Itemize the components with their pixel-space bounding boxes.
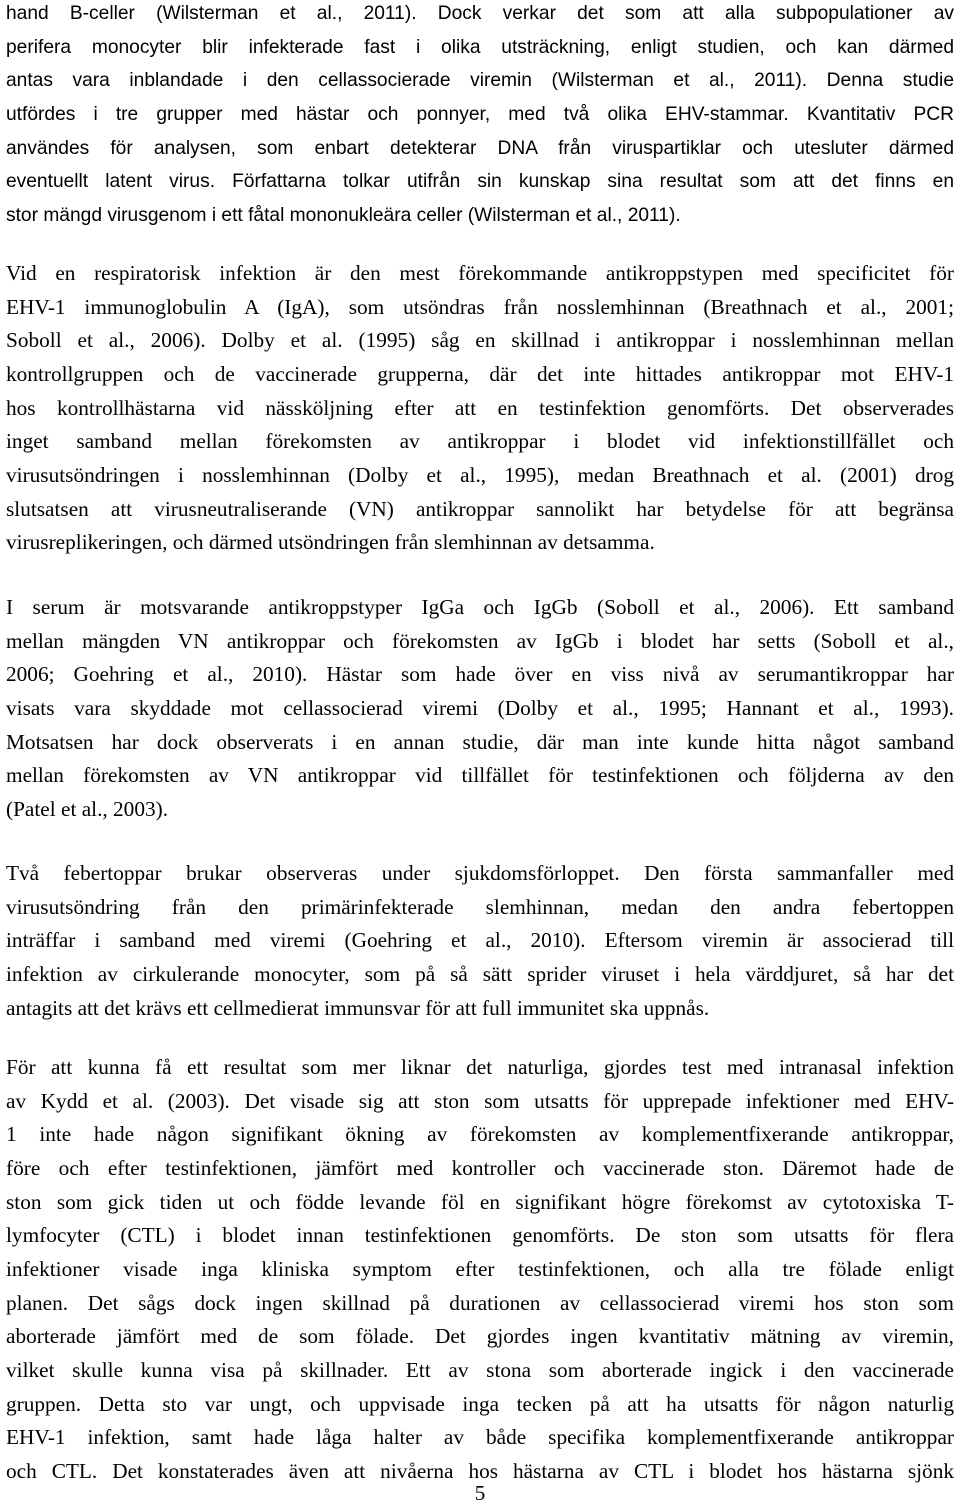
text-line: mellan förekomsten av VN antikroppar vid tillfället för testinfektionen och följderna av den: [6, 763, 954, 788]
page-number: 5: [474, 1481, 486, 1505]
text-line: kontrollgruppen och de vaccinerade grupperna, där det inte hittades antikroppar mot EHV-1: [6, 361, 954, 386]
text-line: av Kydd et al. (2003). Det visade sig att ston som utsatts för upprepade infektioner med EHV-: [6, 1088, 954, 1113]
text-line: vilket skulle kunna visa på skillnader. Ett av stona som aborterade ingick i den vaccinerade: [6, 1357, 954, 1382]
text-line: före och efter testinfektionen, jämfört med kontroller och vaccinerade ston. Däremot hade de: [6, 1155, 954, 1180]
text-line: inträffar i samband med viremi (Goehring et al., 2010). Eftersom viremin är associerad till: [6, 928, 954, 953]
text-line: aborterade jämfört med de som fölade. Det gjordes ingen kvantitativ mätning av viremin,: [6, 1324, 954, 1349]
text-line: planen. Det sågs dock ingen skillnad på durationen av cellassocierad viremi hos ston som: [6, 1290, 954, 1315]
text-line: visats vara skyddade mot cellassocierad viremi (Dolby et al., 1995; Hannant et al., 1993).: [6, 695, 954, 720]
text-line: och CTL. Det konstaterades även att nivåerna hos hästarna av CTL i blodet hos hästarna sjönk: [6, 1458, 954, 1483]
text-line: antas vara inblandade i den cellassocierade viremin (Wilsterman et al., 2011). Denna studie: [6, 70, 954, 92]
text-line: mellan mängden VN antikroppar och förekomsten av IgGb i blodet har setts (Soboll et al.,: [6, 628, 954, 653]
text-line: hos kontrollhästarna vid nässköljning efter att en testinfektion genomförts. Det observerades: [6, 395, 954, 420]
text-line: För att kunna få ett resultat som mer liknar det naturliga, gjordes test med intranasal infektion: [6, 1055, 954, 1079]
text-line: 1 inte hade någon signifikant ökning av förekomsten av komplementfixerande antikroppar,: [6, 1122, 954, 1147]
text-line: inget samband mellan förekomsten av antikroppar i blodet vid infektionstillfället och: [6, 429, 954, 454]
text-line: antagits att det krävs ett cellmedierat immunsvar för att full immunitet ska uppnås.: [6, 995, 710, 1020]
text-line: hand B-celler (Wilsterman et al., 2011). Dock verkar det som att alla subpopulationer av: [6, 3, 954, 24]
text-line: Motsatsen har dock observerats i en annan studie, där man inte kunde hitta något samband: [6, 729, 954, 754]
text-line: stor mängd virusgenom i ett fåtal mononukleära celler (Wilsterman et al., 2011).: [6, 204, 681, 226]
text-line: gruppen. Detta sto var ungt, och uppvisade inga tecken på att ha utsatts för någon naturlig: [6, 1391, 954, 1416]
text-line: virusreplikeringen, och därmed utsöndringen från slemhinnan av detsamma.: [6, 530, 655, 555]
text-line: perifera monocyter blir infekterade fast i olika utsträckning, enligt studien, och kan därmed: [6, 36, 954, 58]
text-line: virusutsöndringen i nosslemhinnan (Dolby et al., 1995), medan Breathnach et al. (2001) drog: [6, 462, 954, 487]
text-line: Två febertoppar brukar observeras under sjukdomsförloppet. Den första sammanfaller med: [6, 861, 954, 885]
text-line: Soboll et al., 2006). Dolby et al. (1995) såg en skillnad i antikroppar i nosslemhinnan mellan: [6, 328, 954, 353]
text-line: (Patel et al., 2003).: [6, 796, 169, 821]
text-line: lymfocyter (CTL) i blodet innan testinfektionen genomförts. De ston som utsatts för flera: [6, 1223, 954, 1248]
text-line: Vid en respiratorisk infektion är den mest förekommande antikroppstypen med specificitet för: [6, 261, 954, 285]
text-line: infektion av cirkulerande monocyter, som på så sätt sprider viruset i hela värddjuret, så har det: [6, 961, 954, 986]
text-line: slutsatsen att virusneutraliserande (VN) antikroppar sannolikt har betydelse för att begränsa: [6, 496, 954, 521]
text-line: eventuellt latent virus. Författarna tolkar utifrån sin kunskap sina resultat som att det finns en: [6, 171, 954, 193]
text-line: virusutsöndring från den primärinfekterade slemhinnan, medan den andra febertoppen: [6, 894, 954, 919]
text-line: EHV-1 infektion, samt hade låga halter av både specifika komplementfixerande antikroppar: [6, 1425, 954, 1450]
text-line: användes för analysen, som enbart detekterar DNA från viruspartiklar och utesluter därmed: [6, 137, 954, 159]
text-line: ston som gick tiden ut och födde levande föl en signifikant högre förekomst av cytotoxiska T-: [6, 1189, 954, 1214]
text-line: infektioner visade inga kliniska symptom efter testinfektionen, och alla tre fölade enligt: [6, 1256, 954, 1281]
text-line: I serum är motsvarande antikroppstyper IgGa och IgGb (Soboll et al., 2006). Ett samband: [6, 595, 954, 619]
text-line: utfördes i tre grupper med hästar och ponnyer, med två olika EHV-stammar. Kvantitativ PCR: [6, 103, 954, 125]
text-line: 2006; Goehring et al., 2010). Hästar som hade över en viss nivå av serumantikroppar har: [6, 662, 954, 687]
text-line: EHV-1 immunoglobulin A (IgA), som utsöndras från nosslemhinnan (Breathnach et al., 2001;: [6, 294, 954, 319]
